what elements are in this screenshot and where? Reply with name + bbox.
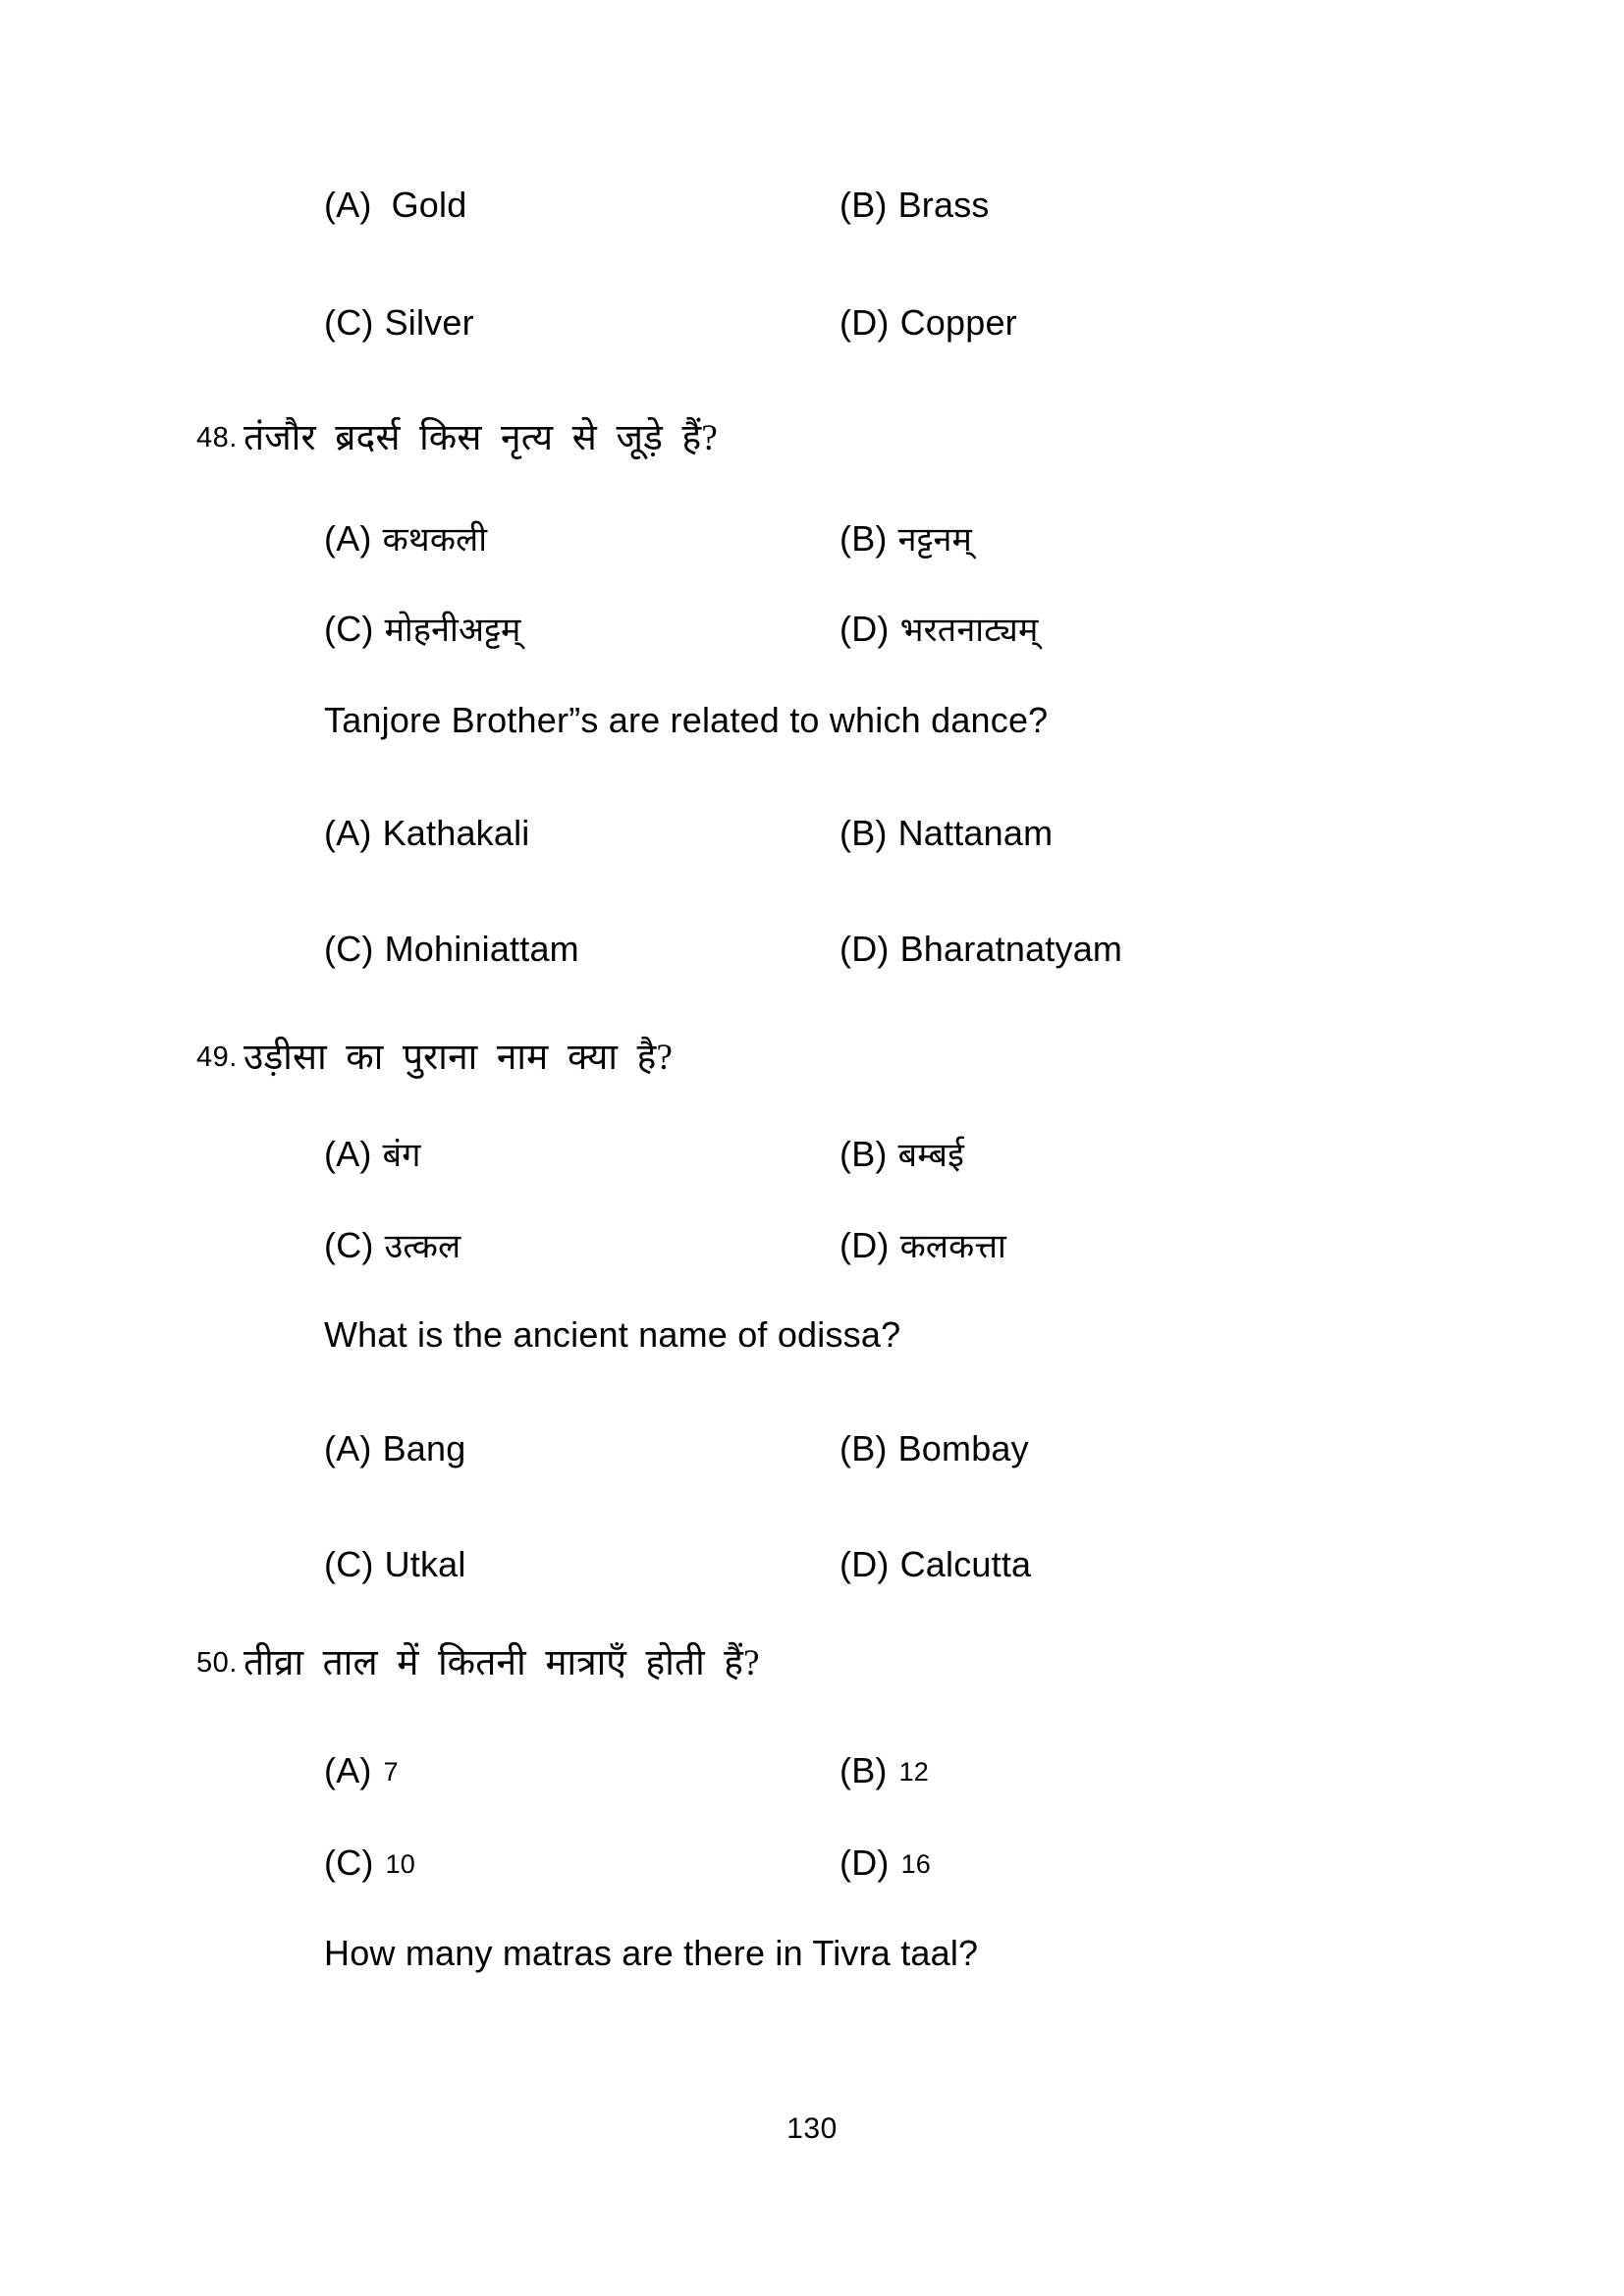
option-a <box>324 518 487 560</box>
option-value: 10 <box>385 1849 416 1879</box>
option-b <box>839 1750 929 1790</box>
option-label: (D) <box>839 302 890 343</box>
question-stem-english: Tanjore Brother”s are related to which dance? <box>324 700 1049 740</box>
option-label: (C) <box>324 1544 374 1584</box>
option-d <box>839 1842 931 1883</box>
option-value: Brass <box>897 185 990 225</box>
option-value: कथकली <box>382 522 488 559</box>
option-row <box>0 609 1624 664</box>
option-label: (A) <box>324 813 372 853</box>
option-label: (A) <box>324 1750 372 1790</box>
option-row <box>0 302 1624 357</box>
question-stem-hindi <box>0 1641 1624 1686</box>
option-label: (C) <box>324 302 374 343</box>
option-row <box>0 1134 1624 1189</box>
option-label: (A) <box>324 1428 372 1468</box>
option-d <box>839 929 1122 969</box>
option-b <box>839 518 972 560</box>
option-label: (B) <box>839 1134 888 1174</box>
option-value: भरतनाट्यम् <box>899 613 1039 649</box>
option-b <box>839 185 990 225</box>
option-d <box>839 1225 1006 1266</box>
question-text-hindi: तीव्रा ताल में कितनी मात्राएँ होती हैं? <box>244 1643 760 1683</box>
option-value: Bharatnatyam <box>899 929 1123 969</box>
question-number: 49. <box>196 1041 238 1073</box>
question-49 <box>0 1036 1624 1081</box>
question-50 <box>0 1641 1624 1686</box>
option-a <box>324 1134 421 1175</box>
question-stem-hindi <box>0 1036 1624 1081</box>
option-a <box>324 185 466 225</box>
question-stem-english: What is the ancient name of odissa? <box>324 1314 901 1355</box>
option-row <box>0 1428 1624 1483</box>
option-label: (B) <box>839 185 888 225</box>
option-row <box>0 1544 1624 1599</box>
option-b <box>839 1134 964 1175</box>
option-value: उत्कल <box>384 1229 461 1265</box>
option-label: (D) <box>839 1842 890 1883</box>
option-a <box>324 813 530 853</box>
option-label: (B) <box>839 518 888 559</box>
option-value: Bang <box>382 1428 466 1468</box>
option-value: Copper <box>899 302 1017 343</box>
option-value: Gold <box>391 185 467 225</box>
option-label: (C) <box>324 609 374 649</box>
option-value: बंग <box>382 1138 421 1174</box>
option-value: 16 <box>900 1849 932 1879</box>
option-value: 12 <box>898 1757 930 1787</box>
option-row <box>0 185 1624 240</box>
option-value: Bombay <box>897 1428 1029 1468</box>
option-label: (B) <box>839 1750 888 1790</box>
option-label: (A) <box>324 185 372 225</box>
option-value: 7 <box>383 1757 399 1787</box>
option-c <box>324 929 579 969</box>
option-label: (C) <box>324 1225 374 1265</box>
option-label: (C) <box>324 929 374 969</box>
option-value: मोहनीअट्टम् <box>384 613 521 649</box>
option-value: Nattanam <box>897 813 1054 853</box>
option-value: कलकत्ता <box>899 1229 1006 1265</box>
option-b <box>839 813 1053 853</box>
question-stem-hindi <box>0 416 1624 461</box>
option-label: (D) <box>839 609 890 649</box>
question-stem-english: How many matras are there in Tivra taal? <box>324 1933 979 1973</box>
option-label: (A) <box>324 518 372 559</box>
option-row <box>0 1225 1624 1280</box>
option-value: बम्बई <box>897 1138 964 1174</box>
option-row <box>0 1842 1624 1897</box>
option-c <box>324 1544 466 1584</box>
page-number: 130 <box>786 2112 838 2145</box>
option-d <box>839 1544 1031 1584</box>
option-value: Utkal <box>384 1544 466 1584</box>
question-number: 50. <box>196 1647 238 1679</box>
option-row <box>0 813 1624 868</box>
option-label: (D) <box>839 1544 890 1584</box>
option-value: Silver <box>384 302 474 343</box>
option-value: नट्टनम् <box>897 522 973 559</box>
option-label: (A) <box>324 1134 372 1174</box>
option-label: (B) <box>839 813 888 853</box>
option-c <box>324 1225 460 1266</box>
question-text-hindi: तंजौर ब्रदर्स किस नृत्य से जूड़े हैं? <box>244 418 719 458</box>
option-d <box>839 609 1038 650</box>
question-number: 48. <box>196 422 238 454</box>
option-c <box>324 1842 415 1883</box>
question-text-hindi: उड़ीसा का पुराना नाम क्या है? <box>244 1038 674 1078</box>
option-value: Mohiniattam <box>384 929 579 969</box>
question-48 <box>0 416 1624 461</box>
option-value: Kathakali <box>382 813 530 853</box>
option-c <box>324 302 474 343</box>
option-row <box>0 518 1624 573</box>
option-d <box>839 302 1017 343</box>
option-label: (D) <box>839 929 890 969</box>
option-a <box>324 1428 465 1468</box>
option-value: Calcutta <box>899 1544 1032 1584</box>
option-row <box>0 929 1624 984</box>
option-label: (D) <box>839 1225 890 1265</box>
option-label: (C) <box>324 1842 374 1883</box>
option-label: (B) <box>839 1428 888 1468</box>
option-c <box>324 609 521 650</box>
option-row <box>0 1750 1624 1805</box>
option-b <box>839 1428 1029 1468</box>
option-a <box>324 1750 399 1790</box>
